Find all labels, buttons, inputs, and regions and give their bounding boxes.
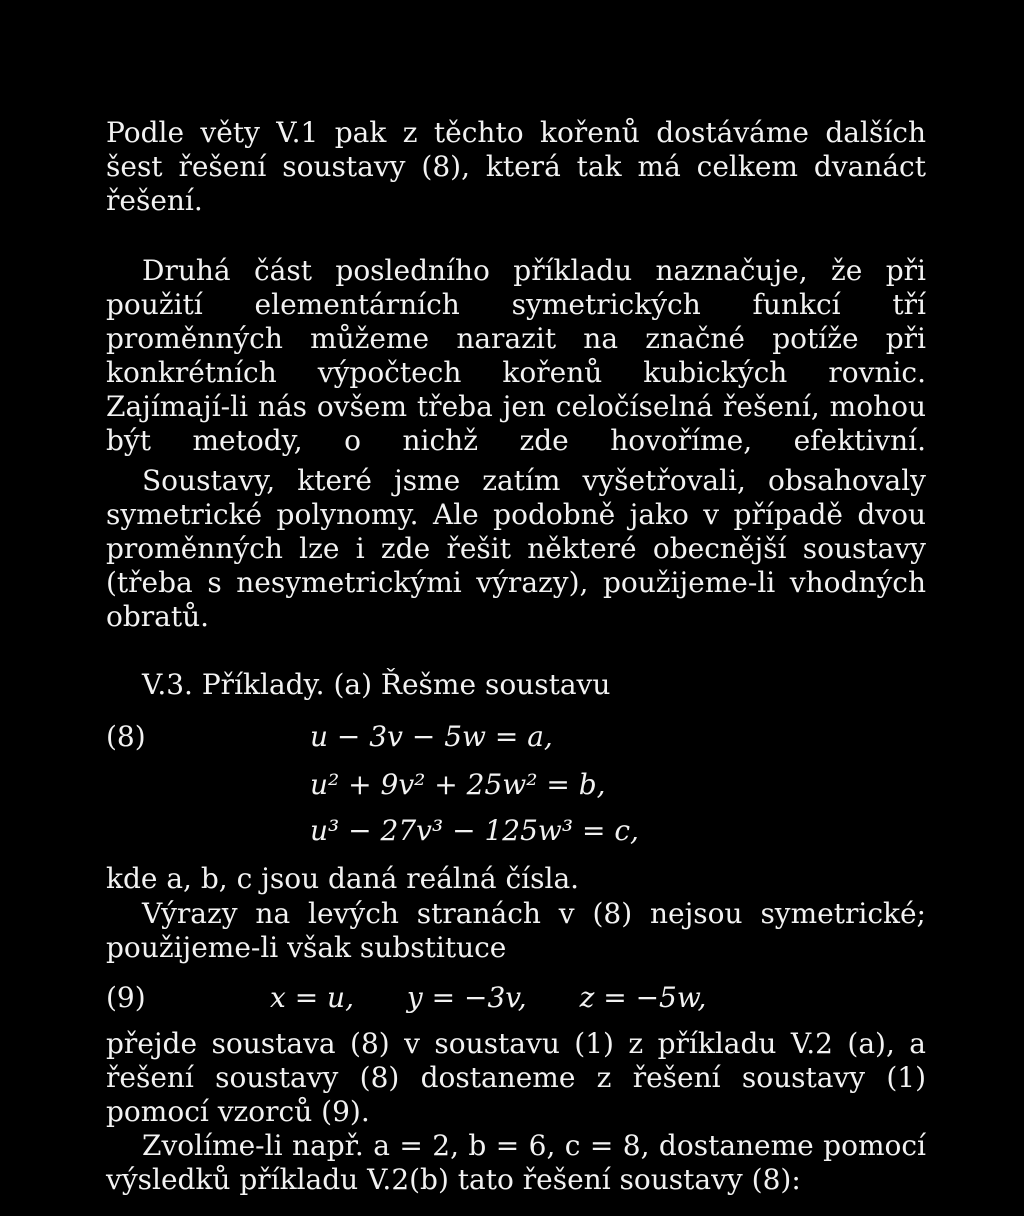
paragraph-substitution: Výrazy na levých stranách v (8) nejsou symetrické; použijeme-li však substituce <box>106 897 926 964</box>
equation-9-z: z = −5w, <box>579 981 707 1014</box>
paragraph-given-reals: kde a, b, c jsou daná reálná čísla. <box>106 862 580 895</box>
equation-number-9: (9) <box>106 981 146 1014</box>
equation-9 <box>270 981 750 1015</box>
equation-number-8: (8) <box>106 720 146 753</box>
paragraph-example-values: Zvolíme-li např. a = 2, b = 6, c = 8, dostaneme pomocí výsledků příkladu V.2(b) tato řešení soustavy (8): <box>106 1129 926 1196</box>
paragraph-general-systems: Soustavy, které jsme zatím vyšetřovali, obsahovaly symetrické polynomy. Ale podobně jako v případě dvou proměnných lze i zde řešit některé obecnější soustavy (třeba s nesymetrickými výrazy), použijeme-li vhodných obratů. <box>106 464 926 633</box>
equation-9-y: y = −3v, <box>406 981 527 1014</box>
equation-9-x: x = u, <box>270 981 354 1014</box>
paragraph-difficulties: Druhá část posledního příkladu naznačuje, že při použití elementárních symetrických funkcí tří proměnných můžeme narazit na značné potíže při konkrétních výpočtech kořenů kubických rovnic. Zajímají-li nás ovšem třeba jen celočíselná řešení, mohou být metody, o nichž zde hovoříme, efektivní. <box>106 254 926 457</box>
section-heading-examples: V.3. Příklady. (a) Řešme soustavu <box>142 668 611 701</box>
paragraph-transform: přejde soustava (8) v soustavu (1) z příkladu V.2 (a), a řešení soustavy (8) dostaneme z řešení soustavy (1) pomocí vzorců (9). <box>106 1027 926 1128</box>
equation-8-line-2: u² + 9v² + 25w² = b, <box>310 768 606 801</box>
equation-8-line-1: u − 3v − 5w = a, <box>310 720 553 753</box>
paragraph-roots-conclusion: Podle věty V.1 pak z těchto kořenů dostáváme dalších šest řešení soustavy (8), která tak má celkem dvanáct řešení. <box>106 116 926 217</box>
equation-8-line-3: u³ − 27v³ − 125w³ = c, <box>310 814 639 847</box>
